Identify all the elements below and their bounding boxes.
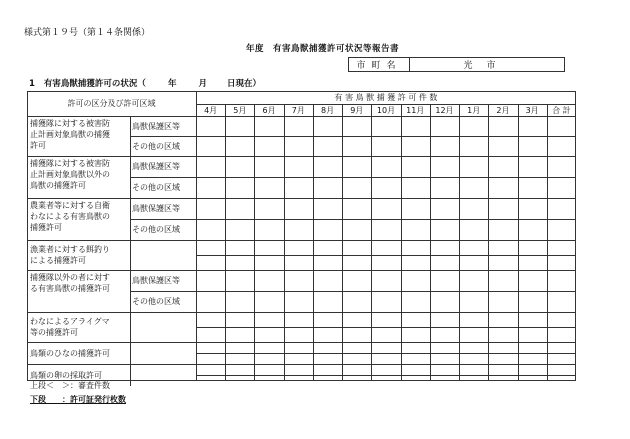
sub-row-divider bbox=[196, 375, 576, 376]
category-label: 等の捕獲許可 bbox=[30, 328, 78, 337]
section-heading bbox=[29, 80, 261, 89]
category-label: 捕獲隊に対する被害防 bbox=[30, 119, 110, 128]
municipality-label: 市町名 bbox=[349, 58, 410, 71]
form-number: 様式第１９号（第１４条関係） bbox=[24, 28, 151, 38]
category-label: による捕獲許可 bbox=[30, 256, 86, 265]
month-header: 11月 bbox=[406, 105, 425, 115]
month-header: 12月 bbox=[435, 105, 454, 115]
month-column-line bbox=[518, 104, 519, 381]
zone-label: 鳥獣保護区等 bbox=[132, 121, 180, 131]
sub-row-divider bbox=[196, 353, 576, 354]
zone-column-line bbox=[130, 364, 131, 386]
month-column-line bbox=[401, 104, 402, 381]
category-header: 許可の区分及び許可区域 bbox=[67, 99, 156, 108]
month-header: 3月 bbox=[525, 105, 539, 115]
month-header: 2月 bbox=[496, 105, 510, 115]
report-table bbox=[27, 91, 576, 381]
category-label: 鳥類のひなの捕獲許可 bbox=[30, 348, 110, 358]
month-column-line bbox=[547, 104, 548, 381]
sub-row-divider bbox=[196, 255, 576, 256]
category-label: 止計画対象鳥獣の捕獲 bbox=[30, 130, 110, 139]
month-column-line bbox=[254, 104, 255, 381]
month-header: 10月 bbox=[376, 105, 396, 115]
day-suffix: 日現在） bbox=[226, 79, 261, 89]
month-column-line bbox=[488, 104, 489, 381]
document-title: 年度 有害鳥獣捕獲許可状況等報告書 bbox=[246, 44, 400, 54]
category-label: 鳥類の卵の採取許可 bbox=[30, 370, 102, 380]
month-column-line bbox=[459, 104, 460, 381]
month-header: 合 計 bbox=[552, 105, 571, 115]
month-column-line bbox=[371, 104, 372, 381]
count-header: 有 害 鳥 獣 捕 獲 許 可 件 数 bbox=[334, 93, 438, 102]
month-header: 5月 bbox=[233, 105, 247, 115]
table-border-left bbox=[27, 91, 28, 381]
municipality-box bbox=[348, 57, 565, 72]
month-column-line bbox=[284, 104, 285, 381]
section-number: 1 bbox=[29, 79, 35, 89]
row-divider bbox=[27, 198, 576, 199]
category-label: 捕獲隊以外の者に対す bbox=[30, 273, 110, 282]
month-column-line bbox=[430, 104, 431, 381]
zone-label: その他の区域 bbox=[132, 297, 180, 306]
zone-label: 鳥獣保護区等 bbox=[132, 204, 180, 213]
zone-label: 鳥獣保護区等 bbox=[132, 162, 180, 171]
category-label: 農業者等に対する自衛 bbox=[30, 201, 110, 210]
year-unit: 年 bbox=[167, 79, 177, 89]
legend-upper: 上段＜ ＞：審査件数 bbox=[30, 381, 110, 390]
category-label: 漁業者に対する餌釣り bbox=[30, 245, 110, 254]
category-label: 鳥獣の捕獲許可 bbox=[30, 181, 86, 190]
sub-row-divider bbox=[196, 327, 576, 328]
category-label: 捕獲隊に対する被害防 bbox=[30, 159, 110, 168]
month-header: 1月 bbox=[467, 105, 481, 115]
month-area-left-line bbox=[196, 91, 197, 381]
table-border-right bbox=[575, 91, 576, 381]
category-label: わなによるアライグマ bbox=[30, 317, 110, 326]
zone-label: その他の区域 bbox=[132, 141, 180, 151]
zone-label: その他の区域 bbox=[132, 183, 180, 192]
zone-column-line bbox=[130, 342, 131, 364]
category-label: わなによる有害鳥獣の bbox=[30, 212, 110, 221]
month-unit: 月 bbox=[198, 79, 207, 89]
category-label: る有害鳥獣の捕獲許可 bbox=[30, 284, 110, 293]
zone-column-line bbox=[130, 312, 131, 342]
month-header: 4月 bbox=[204, 105, 218, 115]
zone-row-divider bbox=[130, 291, 576, 292]
zone-column-line bbox=[130, 240, 131, 270]
row-divider bbox=[27, 270, 576, 271]
section-title: 有害鳥獣捕獲許可の状況（ bbox=[43, 79, 146, 89]
category-label: 許可 bbox=[30, 141, 46, 150]
row-divider bbox=[27, 312, 576, 313]
row-divider bbox=[27, 364, 576, 365]
zone-row-divider bbox=[130, 136, 576, 137]
month-column-line bbox=[225, 104, 226, 381]
month-header: 8月 bbox=[320, 105, 335, 115]
row-divider bbox=[27, 240, 576, 241]
category-label: 捕獲許可 bbox=[30, 223, 62, 232]
legend-lower: 下段 ：許可証発行枚数 bbox=[30, 395, 126, 404]
municipality-value: 光市 bbox=[463, 61, 510, 71]
month-header: 9月 bbox=[350, 105, 364, 115]
zone-row-divider bbox=[130, 177, 576, 178]
month-column-line bbox=[342, 104, 343, 381]
row-divider bbox=[27, 156, 576, 157]
month-column-line bbox=[313, 104, 314, 381]
zone-row-divider bbox=[130, 219, 576, 220]
zone-label: 鳥獣保護区等 bbox=[132, 276, 180, 285]
row-divider bbox=[27, 342, 576, 343]
header-bottom-line bbox=[27, 116, 576, 117]
month-header: 6月 bbox=[262, 105, 276, 115]
category-label: 止計画対象鳥獣以外の bbox=[30, 170, 110, 179]
month-header: 7月 bbox=[291, 105, 305, 115]
zone-label: その他の区域 bbox=[132, 225, 180, 234]
